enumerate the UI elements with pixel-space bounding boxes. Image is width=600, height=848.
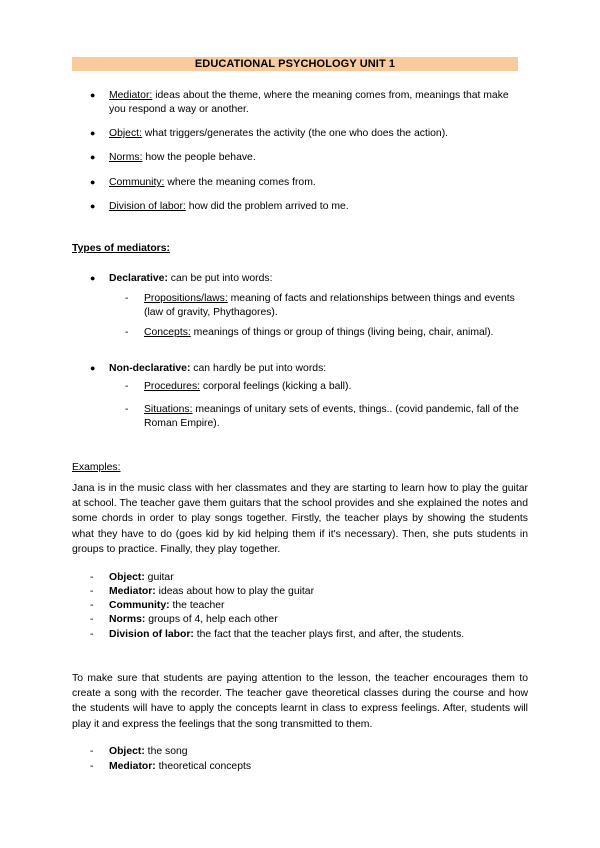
dash-icon: - xyxy=(90,761,94,772)
bullet-icon: ● xyxy=(90,177,96,187)
dash-icon: - xyxy=(125,293,129,304)
example-text: the teacher xyxy=(169,600,225,611)
non-declarative-term: Non-declarative: xyxy=(109,363,191,374)
definition-text: where the meaning comes from. xyxy=(164,177,316,188)
declarative-text: can be put into words: xyxy=(167,273,273,284)
definition-text: how did the problem arrived to me. xyxy=(185,201,349,212)
bullet-icon: ● xyxy=(90,201,96,211)
example-text: theoretical concepts xyxy=(155,761,252,772)
dash-icon: - xyxy=(90,586,94,597)
example-text: the song xyxy=(144,746,188,757)
bullet-icon: ● xyxy=(90,363,96,373)
sub-term: Procedures: xyxy=(144,381,201,392)
bullet-icon: ● xyxy=(90,152,96,162)
definition-text: ideas about the theme, where the meaning comes from, meanings that make you respond a way or another. xyxy=(109,90,509,115)
sub-term: Concepts: xyxy=(144,327,191,338)
example-text: the fact that the teacher plays first, and after, the students. xyxy=(193,629,465,640)
dash-icon: - xyxy=(125,381,129,392)
bullet-icon: ● xyxy=(90,128,96,138)
definition-term: Object: xyxy=(109,128,142,139)
sub-term: Propositions/laws: xyxy=(144,293,228,304)
example-text: ideas about how to play the guitar xyxy=(155,586,315,597)
sub-text: meanings of unitary sets of events, things.. (covid pandemic, fall of the Roman Empire). xyxy=(144,404,519,429)
example1-paragraph: Jana is in the music class with her classmates and they are starting to learn how to play the guitar at school. The teacher gave them guitars that the school provides and she explained the notes and some chords in order to play songs together. Firstly, the teacher plays by showing the students what they have to do (goes kid by kid helping them if it's necessary). Then, she puts students in groups to practice. Finally, they play together. xyxy=(72,483,528,555)
example2-paragraph: To make sure that students are paying attention to the lesson, the teacher encourages them to create a song with the recorder. The teacher gave theoretical classes during the course and how the students will have to apply the concepts learnt in class to express feelings. After, students will play it and express the feelings that the song transmitted to them. xyxy=(72,673,528,730)
page-title: EDUCATIONAL PSYCHOLOGY UNIT 1 xyxy=(72,57,518,71)
non-declarative-text: can hardly be put into words: xyxy=(190,363,327,374)
dash-icon: - xyxy=(90,746,94,757)
types-heading: Types of mediators: xyxy=(72,243,170,254)
example-term: Division of labor: xyxy=(109,629,194,640)
sub-text: corporal feelings (kicking a ball). xyxy=(200,381,352,392)
example-text: guitar xyxy=(144,572,174,583)
dash-icon: - xyxy=(90,600,94,611)
example-term: Object: xyxy=(109,746,145,757)
dash-icon: - xyxy=(90,614,94,625)
dash-icon: - xyxy=(90,629,94,640)
bullet-icon: ● xyxy=(90,90,96,100)
dash-icon: - xyxy=(125,327,129,338)
definition-term: Mediator: xyxy=(109,90,153,101)
example-term: Object: xyxy=(109,572,145,583)
definition-term: Community: xyxy=(109,177,165,188)
sub-term: Situations: xyxy=(144,404,193,415)
example-text: groups of 4, help each other xyxy=(145,614,278,625)
example-term: Mediator: xyxy=(109,586,156,597)
declarative-term: Declarative: xyxy=(109,273,168,284)
definition-term: Norms: xyxy=(109,152,143,163)
bullet-icon: ● xyxy=(90,273,96,283)
sub-text: meanings of things or group of things (living being, chair, animal). xyxy=(190,327,494,338)
dash-icon: - xyxy=(90,572,94,583)
example-term: Mediator: xyxy=(109,761,156,772)
dash-icon: - xyxy=(125,404,129,415)
sub-text: meaning of facts and relationships between things and events (law of gravity, Phythagores). xyxy=(144,293,515,318)
examples-heading: Examples: xyxy=(72,462,121,473)
definition-text: how the people behave. xyxy=(142,152,256,163)
example-term: Community: xyxy=(109,600,170,611)
definition-text: what triggers/generates the activity (the one who does the action). xyxy=(141,128,449,139)
definition-term: Division of labor: xyxy=(109,201,186,212)
example-term: Norms: xyxy=(109,614,146,625)
